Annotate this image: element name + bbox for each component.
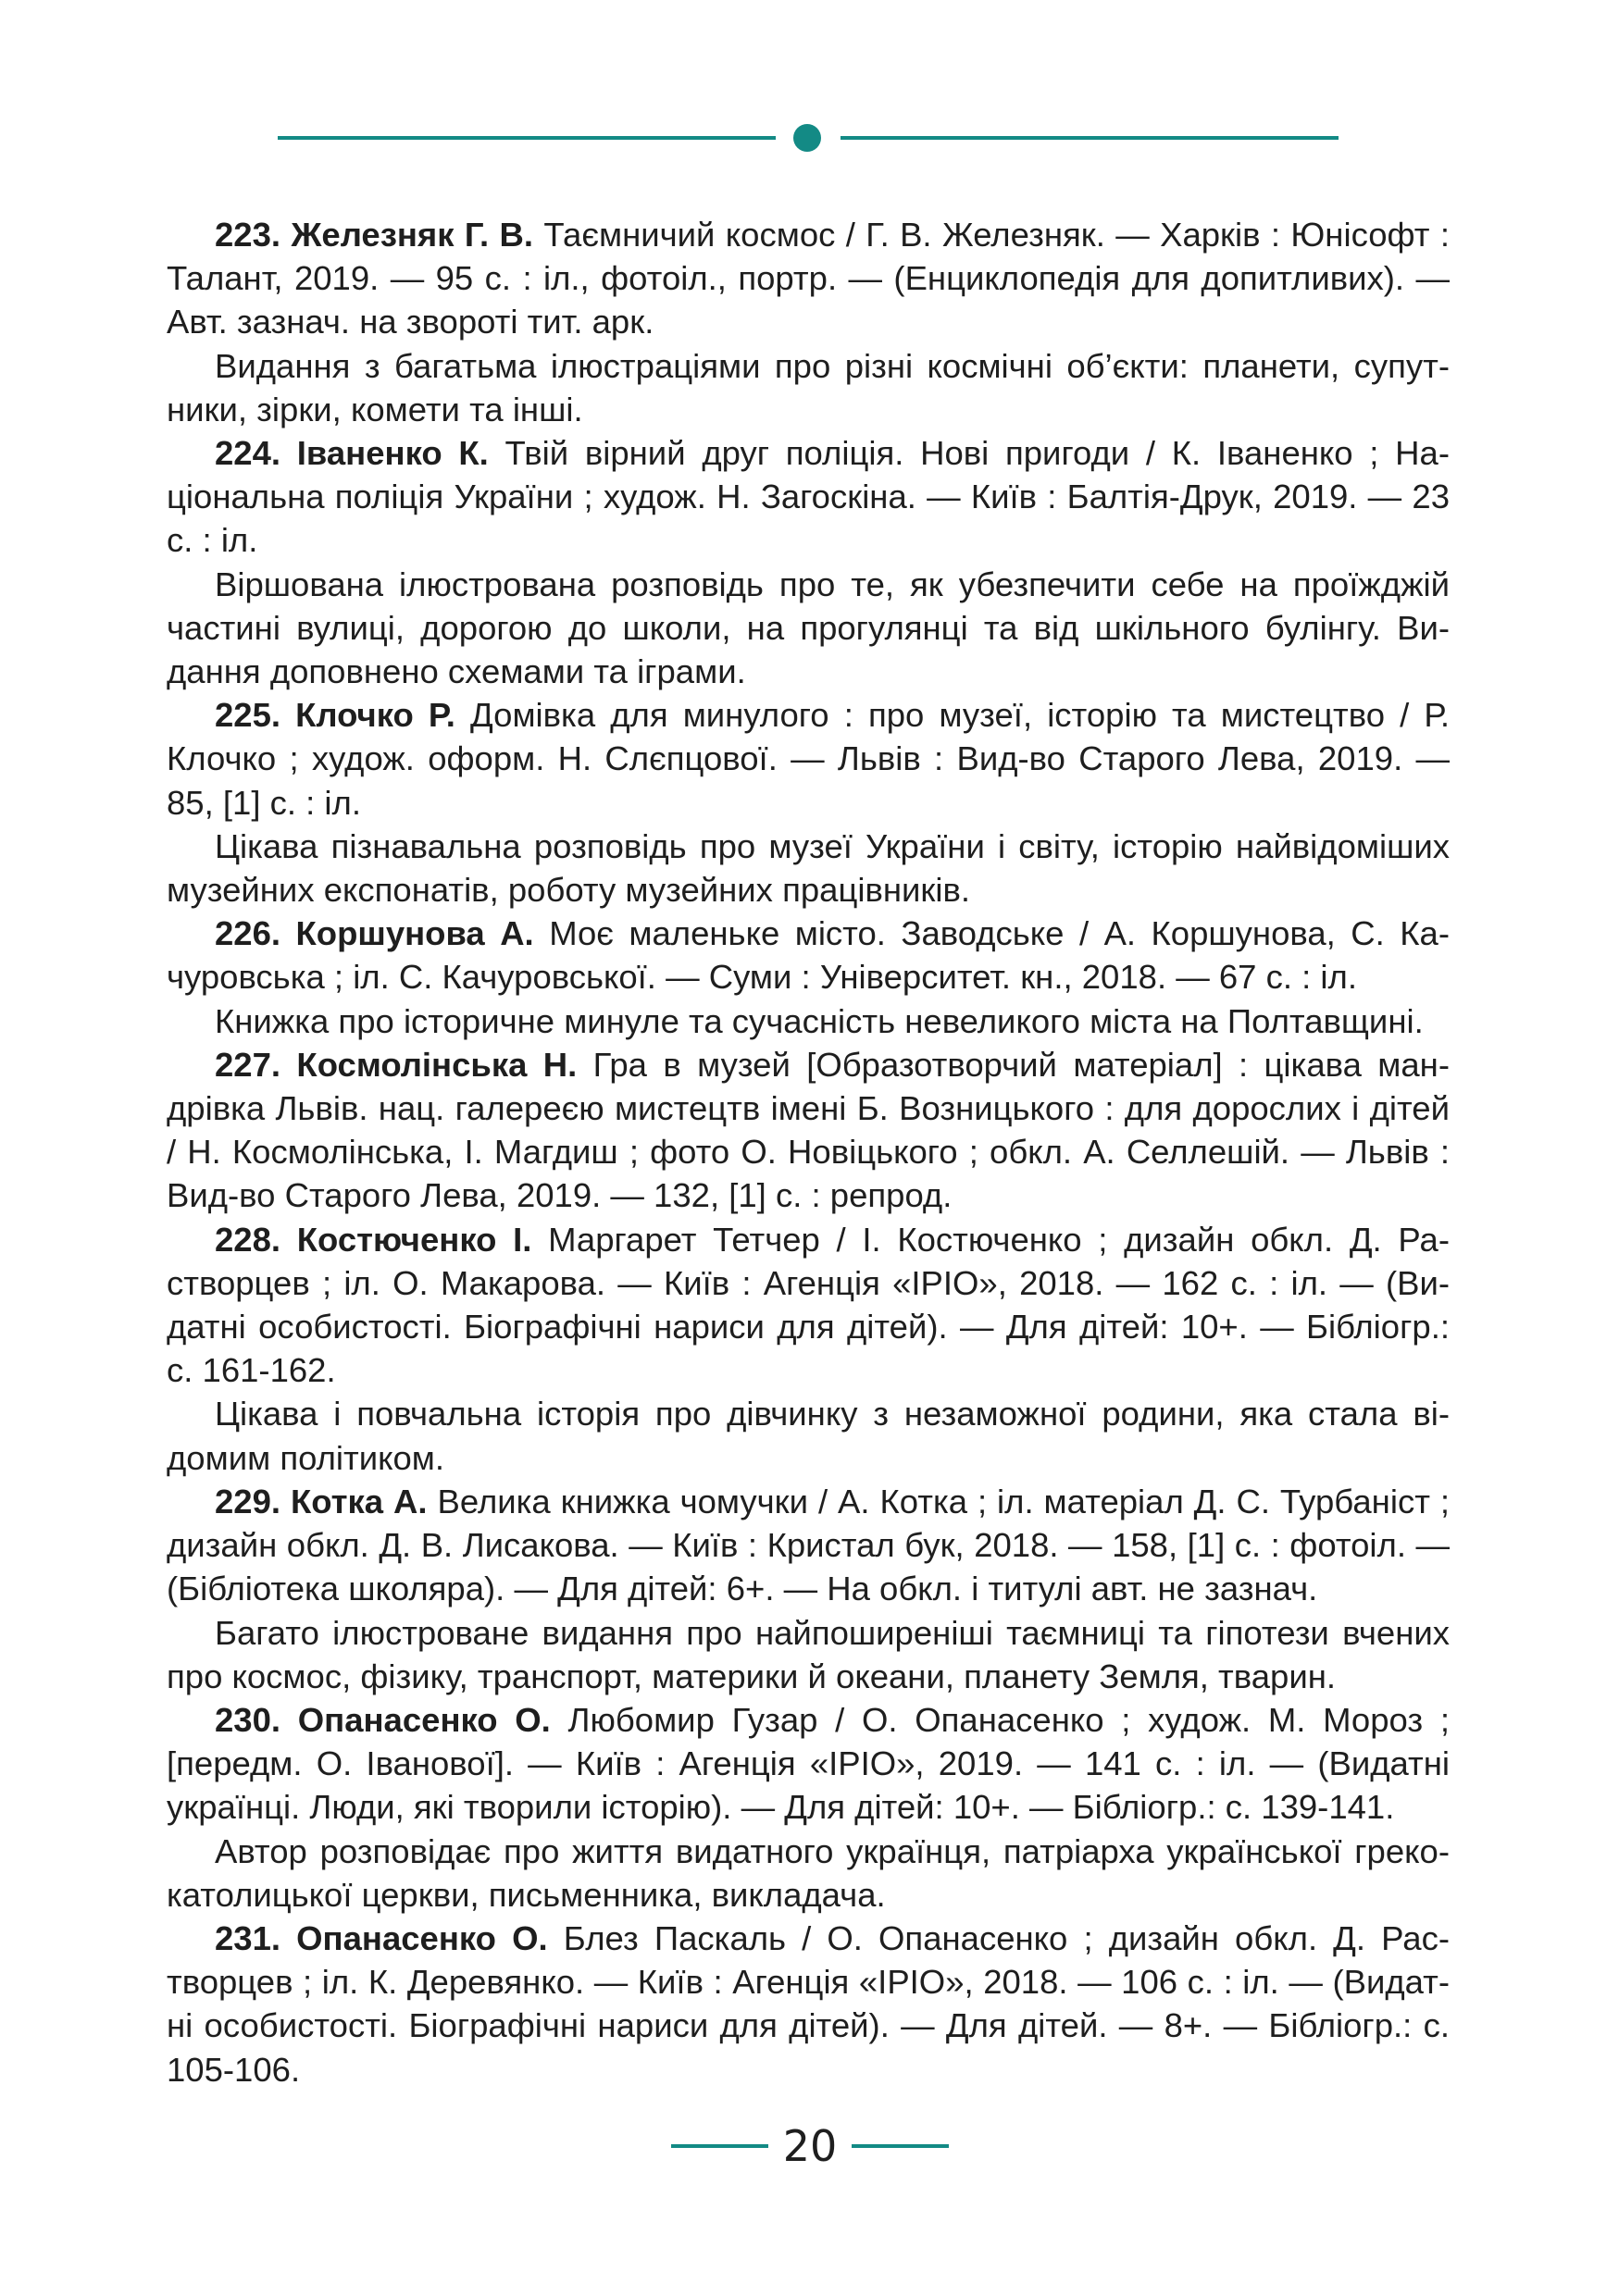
entry-annotation: Віршована ілюстрована розповідь про те, як убезпечити себе на проїжджій частині вулиці, дорогою до школи, на прогулянці та від шкільного булінгу. Видання доповнено схемами та іграми. [167, 565, 1450, 691]
entry-224 [167, 431, 1450, 563]
footer-line-right [852, 2144, 949, 2148]
entry-229 [167, 1480, 1450, 1611]
entry-author: Котка А. [291, 1482, 428, 1520]
entry-text: Моє маленьке місто. Заводське / А. Коршунова, С. Качуровська ; іл. С. Качуровської. — Суми : Університет. кн., 2018. — 67 с. : іл. [167, 914, 1450, 997]
ornament-line-left [278, 136, 776, 140]
entry-text: Велика книжка чомучки / А. Котка ; іл. матеріал Д. С. Турбаніст ; дизайн обкл. Д. В. Лисакова. — Київ : Кристал бук, 2018. — 158, [1] с. : фотоіл. — (Бібліотека школяра). — Для дітей: 6+. — На обкл. і титулі авт. не зазнач. [167, 1482, 1450, 1608]
entry-author: Железняк Г. В. [291, 216, 534, 254]
entry-number: 225. [215, 696, 281, 735]
entry-annotation: Багато ілюстроване видання про найпоширеніші таємниці та гіпотези вчених про космос, фізику, транспорт, материки й океани, планету Земля, тварин. [167, 1613, 1450, 1695]
entry-author: Іваненко К. [296, 434, 489, 473]
entry-text: Твій вірний друг поліція. Нові пригоди / К. Іваненко ; Національна поліція України ; худож. Н. Загоскіна. — Київ : Балтія-Друк, 2019. — 23 с. : іл. [167, 434, 1450, 560]
header-ornament [278, 124, 1339, 152]
entry-231 [167, 1917, 1450, 2091]
entry-225 [167, 693, 1450, 825]
entry-text: Таємничий космос / Г. В. Железняк. — Харків : Юнісофт : Талант, 2019. — 95 с. : іл., фотоіл., портр. — (Енциклопедія для допитливих). — Авт. зазнач. на звороті тит. арк. [167, 216, 1450, 341]
entry-author: Клочко Р. [295, 696, 455, 735]
entry-annotation: Видання з багатьма ілюстраціями про різні космічні об’єкти: планети, супутники, зірки, комети та інші. [167, 346, 1450, 428]
entry-text: Блез Паскаль / О. Опанасенко ; дизайн обкл. Д. Растворцев ; іл. К. Деревянко. — Київ : Агенція «ІРІО», 2018. — 106 с. : іл. — (Видатні особистості. Біографічні нариси для дітей). — Для дітей. — 8+. — Бібліогр.: с. 105-106. [167, 1918, 1450, 2089]
entry-text: Гра в музей [Образотворчий матеріал] : цікава мандрівка Львів. нац. галереєю мистецтв імені Б. Возницького : для дорослих і дітей / Н. Космолінська, І. Магдиш ; фото О. Новіцького ; обкл. А. Селлешій. — Львів : Вид-во Старого Лева, 2019. — 132, [1] с. : репрод. [167, 1045, 1450, 1215]
entry-text: Любомир Гузар / О. Опанасенко ; худож. М. Мороз ; [передм. О. Іванової]. — Київ : Агенція «ІРІО», 2019. — 141 с. : іл. — (Видатні українці. Люди, які творили історію). — Для дітей: 10+. — Бібліогр.: с. 139-141. [167, 1700, 1451, 1827]
entry-author: Опанасенко О. [297, 1700, 551, 1739]
entry-text: Маргарет Тетчер / І. Костюченко ; дизайн обкл. Д. Растворцев ; іл. О. Макарова. — Київ : Агенція «ІРІО», 2018. — 162 с. : іл. — (Видатні особистості. Біографічні нариси для дітей). — Для дітей: 10+. — Бібліогр.: с. 161-162. [167, 1220, 1450, 1390]
entry-228 [167, 1218, 1450, 1393]
entry-annotation: Книжка про історичне минуле та сучасність невеликого міста на Полтавщині. [215, 1001, 1424, 1040]
entry-author: Космолінська Н. [296, 1045, 578, 1084]
entry-annotation: Автор розповідає про життя видатного українця, патріарха української греко-католицької церкви, письменника, викладача. [167, 1831, 1450, 1914]
ornament-line-right [841, 136, 1339, 140]
entry-227 [167, 1043, 1450, 1218]
entry-223 [167, 213, 1450, 344]
entry-author: Коршунова А. [295, 914, 534, 953]
bibliography-list [167, 213, 1450, 2091]
entry-number: 224. [215, 434, 281, 473]
entry-number: 223. [215, 216, 281, 254]
entry-author: Костюченко І. [296, 1220, 532, 1259]
entry-text: Домівка для минулого : про музеї, історію та мистецтво / Р. Клочко ; худож. оформ. Н. Слєпцової. — Львів : Вид-во Старого Лева, 2019. — 85, [1] с. : іл. [167, 696, 1450, 822]
entry-230 [167, 1698, 1450, 1830]
ornament-dot [793, 124, 821, 152]
entry-226 [167, 912, 1450, 999]
entry-annotation: Цікава і повчальна історія про дівчинку з незаможної родини, яка стала відомим політиком. [167, 1395, 1450, 1477]
entry-number: 230. [215, 1700, 281, 1739]
entry-number: 231. [215, 1918, 281, 1957]
entry-number: 228. [215, 1220, 281, 1259]
page-footer [671, 2119, 949, 2175]
entry-annotation: Цікава пізнавальна розповідь про музеї України і світу, історію найвідоміших музейних експонатів, роботу музейних працівників. [167, 826, 1450, 910]
page-number: 20 [782, 2121, 838, 2171]
entry-number: 227. [215, 1045, 281, 1084]
entry-number: 229. [215, 1482, 281, 1520]
entry-author: Опанасенко О. [296, 1918, 548, 1957]
entry-number: 226. [215, 914, 281, 953]
